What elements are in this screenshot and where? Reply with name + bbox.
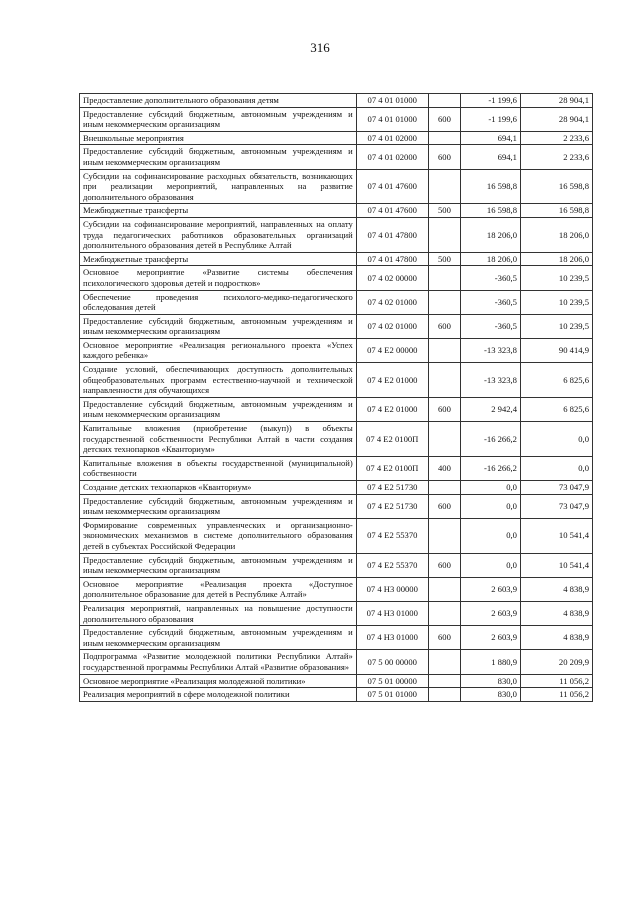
table-row bbox=[80, 314, 593, 338]
target-code-cell: 07 4 02 01000 bbox=[356, 314, 428, 338]
target-code-cell: 07 4 01 47600 bbox=[356, 169, 428, 204]
expense-type-cell bbox=[428, 601, 460, 625]
total-amount-cell: 18 206,0 bbox=[520, 252, 592, 266]
target-code-cell: 07 4 02 01000 bbox=[356, 290, 428, 314]
expense-name-cell: Предоставление субсидий бюджетным, автономным учреждениям и иным некоммерческим организациям bbox=[80, 626, 357, 650]
total-amount-cell: 0,0 bbox=[520, 456, 592, 480]
table-row bbox=[80, 363, 593, 398]
total-amount-cell: 10 239,5 bbox=[520, 290, 592, 314]
change-amount-cell: 694,1 bbox=[461, 145, 521, 169]
expense-type-cell: 600 bbox=[428, 145, 460, 169]
expense-name-cell: Формирование современных управленческих и организационно-экономических механизмов в системе дополнительного образования детей в субъектах Российской Федерации bbox=[80, 518, 357, 553]
total-amount-cell: 6 825,6 bbox=[520, 363, 592, 398]
expense-type-cell: 600 bbox=[428, 107, 460, 131]
change-amount-cell: 2 603,9 bbox=[461, 626, 521, 650]
expense-type-cell bbox=[428, 169, 460, 204]
change-amount-cell: 18 206,0 bbox=[461, 252, 521, 266]
table-row bbox=[80, 145, 593, 169]
expense-name-cell: Предоставление субсидий бюджетным, автономным учреждениям и иным некоммерческим организациям bbox=[80, 397, 357, 421]
target-code-cell: 07 4 Н3 01000 bbox=[356, 601, 428, 625]
table-row bbox=[80, 650, 593, 674]
table-row bbox=[80, 338, 593, 362]
target-code-cell: 07 4 E2 51730 bbox=[356, 494, 428, 518]
target-code-cell: 07 4 E2 55370 bbox=[356, 518, 428, 553]
target-code-cell: 07 5 00 00000 bbox=[356, 650, 428, 674]
expense-name-cell: Предоставление субсидий бюджетным, автономным учреждениям и иным некоммерческим организациям bbox=[80, 553, 357, 577]
expense-name-cell: Подпрограмма «Развитие молодежной политики Республики Алтай» государственной программы Республики Алтай «Развитие образования» bbox=[80, 650, 357, 674]
target-code-cell: 07 4 01 01000 bbox=[356, 94, 428, 108]
expense-type-cell bbox=[428, 650, 460, 674]
expense-type-cell: 600 bbox=[428, 626, 460, 650]
expense-type-cell bbox=[428, 577, 460, 601]
total-amount-cell: 11 056,2 bbox=[520, 674, 592, 688]
expense-name-cell: Создание детских технопарков «Кванториум» bbox=[80, 481, 357, 495]
table-row bbox=[80, 481, 593, 495]
page-number: 316 bbox=[310, 40, 330, 55]
change-amount-cell: -360,5 bbox=[461, 266, 521, 290]
expense-name-cell: Основное мероприятие «Развитие системы обеспечения психологического здоровья детей и подростков» bbox=[80, 266, 357, 290]
expense-type-cell bbox=[428, 674, 460, 688]
expense-type-cell: 400 bbox=[428, 456, 460, 480]
target-code-cell: 07 4 E2 01000 bbox=[356, 363, 428, 398]
total-amount-cell: 2 233,6 bbox=[520, 131, 592, 145]
expense-type-cell: 600 bbox=[428, 314, 460, 338]
total-amount-cell: 10 239,5 bbox=[520, 314, 592, 338]
expense-type-cell: 600 bbox=[428, 553, 460, 577]
expense-name-cell: Реализация мероприятий в сфере молодежной политики bbox=[80, 688, 357, 702]
table-row bbox=[80, 290, 593, 314]
total-amount-cell: 16 598,8 bbox=[520, 204, 592, 218]
total-amount-cell: 20 209,9 bbox=[520, 650, 592, 674]
expense-name-cell: Субсидии на софинансирование расходных обязательств, возникающих при реализации мероприятий, направленных на развитие дополнительного образования bbox=[80, 169, 357, 204]
expense-name-cell: Предоставление субсидий бюджетным, автономным учреждениям и иным некоммерческим организациям bbox=[80, 314, 357, 338]
target-code-cell: 07 4 01 01000 bbox=[356, 107, 428, 131]
change-amount-cell: -13 323,8 bbox=[461, 338, 521, 362]
target-code-cell: 07 5 01 01000 bbox=[356, 688, 428, 702]
expense-type-cell bbox=[428, 481, 460, 495]
budget-table bbox=[79, 93, 593, 702]
table-row bbox=[80, 252, 593, 266]
expense-name-cell: Предоставление дополнительного образования детям bbox=[80, 94, 357, 108]
table-row bbox=[80, 456, 593, 480]
budget-table-body bbox=[80, 94, 593, 702]
target-code-cell: 07 4 Н3 00000 bbox=[356, 577, 428, 601]
table-row bbox=[80, 601, 593, 625]
change-amount-cell: 16 598,8 bbox=[461, 204, 521, 218]
total-amount-cell: 18 206,0 bbox=[520, 217, 592, 252]
expense-name-cell: Предоставление субсидий бюджетным, автономным учреждениям и иным некоммерческим организациям bbox=[80, 145, 357, 169]
table-row bbox=[80, 169, 593, 204]
table-row bbox=[80, 131, 593, 145]
total-amount-cell: 73 047,9 bbox=[520, 494, 592, 518]
change-amount-cell: -13 323,8 bbox=[461, 363, 521, 398]
expense-type-cell bbox=[428, 363, 460, 398]
total-amount-cell: 6 825,6 bbox=[520, 397, 592, 421]
total-amount-cell: 4 838,9 bbox=[520, 577, 592, 601]
total-amount-cell: 10 239,5 bbox=[520, 266, 592, 290]
change-amount-cell: 0,0 bbox=[461, 494, 521, 518]
change-amount-cell: -16 266,2 bbox=[461, 422, 521, 457]
expense-name-cell: Предоставление субсидий бюджетным, автономным учреждениям и иным некоммерческим организациям bbox=[80, 494, 357, 518]
change-amount-cell: 0,0 bbox=[461, 518, 521, 553]
total-amount-cell: 90 414,9 bbox=[520, 338, 592, 362]
table-row bbox=[80, 217, 593, 252]
expense-name-cell: Капитальные вложения (приобретение (выкуп)) в объекты государственной собственности Республики Алтай в части создания детских технопарков «Кванториум» bbox=[80, 422, 357, 457]
target-code-cell: 07 4 01 47600 bbox=[356, 204, 428, 218]
change-amount-cell: 2 603,9 bbox=[461, 601, 521, 625]
expense-name-cell: Основное мероприятие «Реализация проекта «Доступное дополнительное образование для детей в Республике Алтай» bbox=[80, 577, 357, 601]
change-amount-cell: 694,1 bbox=[461, 131, 521, 145]
table-row bbox=[80, 397, 593, 421]
expense-name-cell: Основное мероприятие «Реализация регионального проекта «Успех каждого ребенка» bbox=[80, 338, 357, 362]
total-amount-cell: 0,0 bbox=[520, 422, 592, 457]
target-code-cell: 07 4 01 47800 bbox=[356, 252, 428, 266]
change-amount-cell: -360,5 bbox=[461, 314, 521, 338]
table-row bbox=[80, 626, 593, 650]
change-amount-cell: 18 206,0 bbox=[461, 217, 521, 252]
target-code-cell: 07 4 E2 51730 bbox=[356, 481, 428, 495]
expense-type-cell bbox=[428, 290, 460, 314]
change-amount-cell: -1 199,6 bbox=[461, 107, 521, 131]
table-row bbox=[80, 94, 593, 108]
total-amount-cell: 11 056,2 bbox=[520, 688, 592, 702]
expense-type-cell bbox=[428, 266, 460, 290]
table-row bbox=[80, 553, 593, 577]
expense-type-cell bbox=[428, 688, 460, 702]
table-row bbox=[80, 204, 593, 218]
change-amount-cell: -1 199,6 bbox=[461, 94, 521, 108]
target-code-cell: 07 4 02 00000 bbox=[356, 266, 428, 290]
expense-type-cell: 600 bbox=[428, 397, 460, 421]
table-row bbox=[80, 422, 593, 457]
expense-type-cell: 600 bbox=[428, 494, 460, 518]
expense-name-cell: Межбюджетные трансферты bbox=[80, 252, 357, 266]
target-code-cell: 07 4 01 02000 bbox=[356, 145, 428, 169]
change-amount-cell: 2 942,4 bbox=[461, 397, 521, 421]
target-code-cell: 07 5 01 00000 bbox=[356, 674, 428, 688]
total-amount-cell: 28 904,1 bbox=[520, 94, 592, 108]
expense-type-cell bbox=[428, 518, 460, 553]
total-amount-cell: 28 904,1 bbox=[520, 107, 592, 131]
change-amount-cell: -360,5 bbox=[461, 290, 521, 314]
expense-type-cell bbox=[428, 131, 460, 145]
change-amount-cell: 830,0 bbox=[461, 674, 521, 688]
expense-type-cell bbox=[428, 422, 460, 457]
expense-name-cell: Основное мероприятие «Реализация молодежной политики» bbox=[80, 674, 357, 688]
target-code-cell: 07 4 E2 0100П bbox=[356, 422, 428, 457]
table-row bbox=[80, 266, 593, 290]
table-row bbox=[80, 518, 593, 553]
expense-name-cell: Внешкольные мероприятия bbox=[80, 131, 357, 145]
change-amount-cell: 1 880,9 bbox=[461, 650, 521, 674]
total-amount-cell: 2 233,6 bbox=[520, 145, 592, 169]
expense-name-cell: Обеспечение проведения психолого-медико-педагогического обследования детей bbox=[80, 290, 357, 314]
target-code-cell: 07 4 E2 55370 bbox=[356, 553, 428, 577]
target-code-cell: 07 4 E2 00000 bbox=[356, 338, 428, 362]
expense-name-cell: Субсидии на софинансирование мероприятий, направленных на оплату труда педагогических работников образовательных организаций дополнительного образования детей в Республике Алтай bbox=[80, 217, 357, 252]
expense-type-cell bbox=[428, 338, 460, 362]
table-row bbox=[80, 577, 593, 601]
total-amount-cell: 4 838,9 bbox=[520, 601, 592, 625]
target-code-cell: 07 4 Н3 01000 bbox=[356, 626, 428, 650]
total-amount-cell: 10 541,4 bbox=[520, 553, 592, 577]
expense-type-cell bbox=[428, 94, 460, 108]
change-amount-cell: 0,0 bbox=[461, 553, 521, 577]
change-amount-cell: 16 598,8 bbox=[461, 169, 521, 204]
total-amount-cell: 4 838,9 bbox=[520, 626, 592, 650]
change-amount-cell: 2 603,9 bbox=[461, 577, 521, 601]
target-code-cell: 07 4 E2 01000 bbox=[356, 397, 428, 421]
expense-name-cell: Межбюджетные трансферты bbox=[80, 204, 357, 218]
target-code-cell: 07 4 01 02000 bbox=[356, 131, 428, 145]
change-amount-cell: -16 266,2 bbox=[461, 456, 521, 480]
change-amount-cell: 0,0 bbox=[461, 481, 521, 495]
table-row bbox=[80, 107, 593, 131]
table-row bbox=[80, 494, 593, 518]
expense-name-cell: Реализация мероприятий, направленных на повышение доступности дополнительного образования bbox=[80, 601, 357, 625]
change-amount-cell: 830,0 bbox=[461, 688, 521, 702]
expense-type-cell: 500 bbox=[428, 252, 460, 266]
target-code-cell: 07 4 E2 0100П bbox=[356, 456, 428, 480]
total-amount-cell: 16 598,8 bbox=[520, 169, 592, 204]
table-row bbox=[80, 674, 593, 688]
expense-name-cell: Предоставление субсидий бюджетным, автономным учреждениям и иным некоммерческим организациям bbox=[80, 107, 357, 131]
expense-name-cell: Создание условий, обеспечивающих доступность дополнительных общеобразовательных программ естественно-научной и технической направленности для обучающихся bbox=[80, 363, 357, 398]
expense-name-cell: Капитальные вложения в объекты государственной (муниципальной) собственности bbox=[80, 456, 357, 480]
total-amount-cell: 10 541,4 bbox=[520, 518, 592, 553]
table-row bbox=[80, 688, 593, 702]
total-amount-cell: 73 047,9 bbox=[520, 481, 592, 495]
target-code-cell: 07 4 01 47800 bbox=[356, 217, 428, 252]
expense-type-cell bbox=[428, 217, 460, 252]
expense-type-cell: 500 bbox=[428, 204, 460, 218]
